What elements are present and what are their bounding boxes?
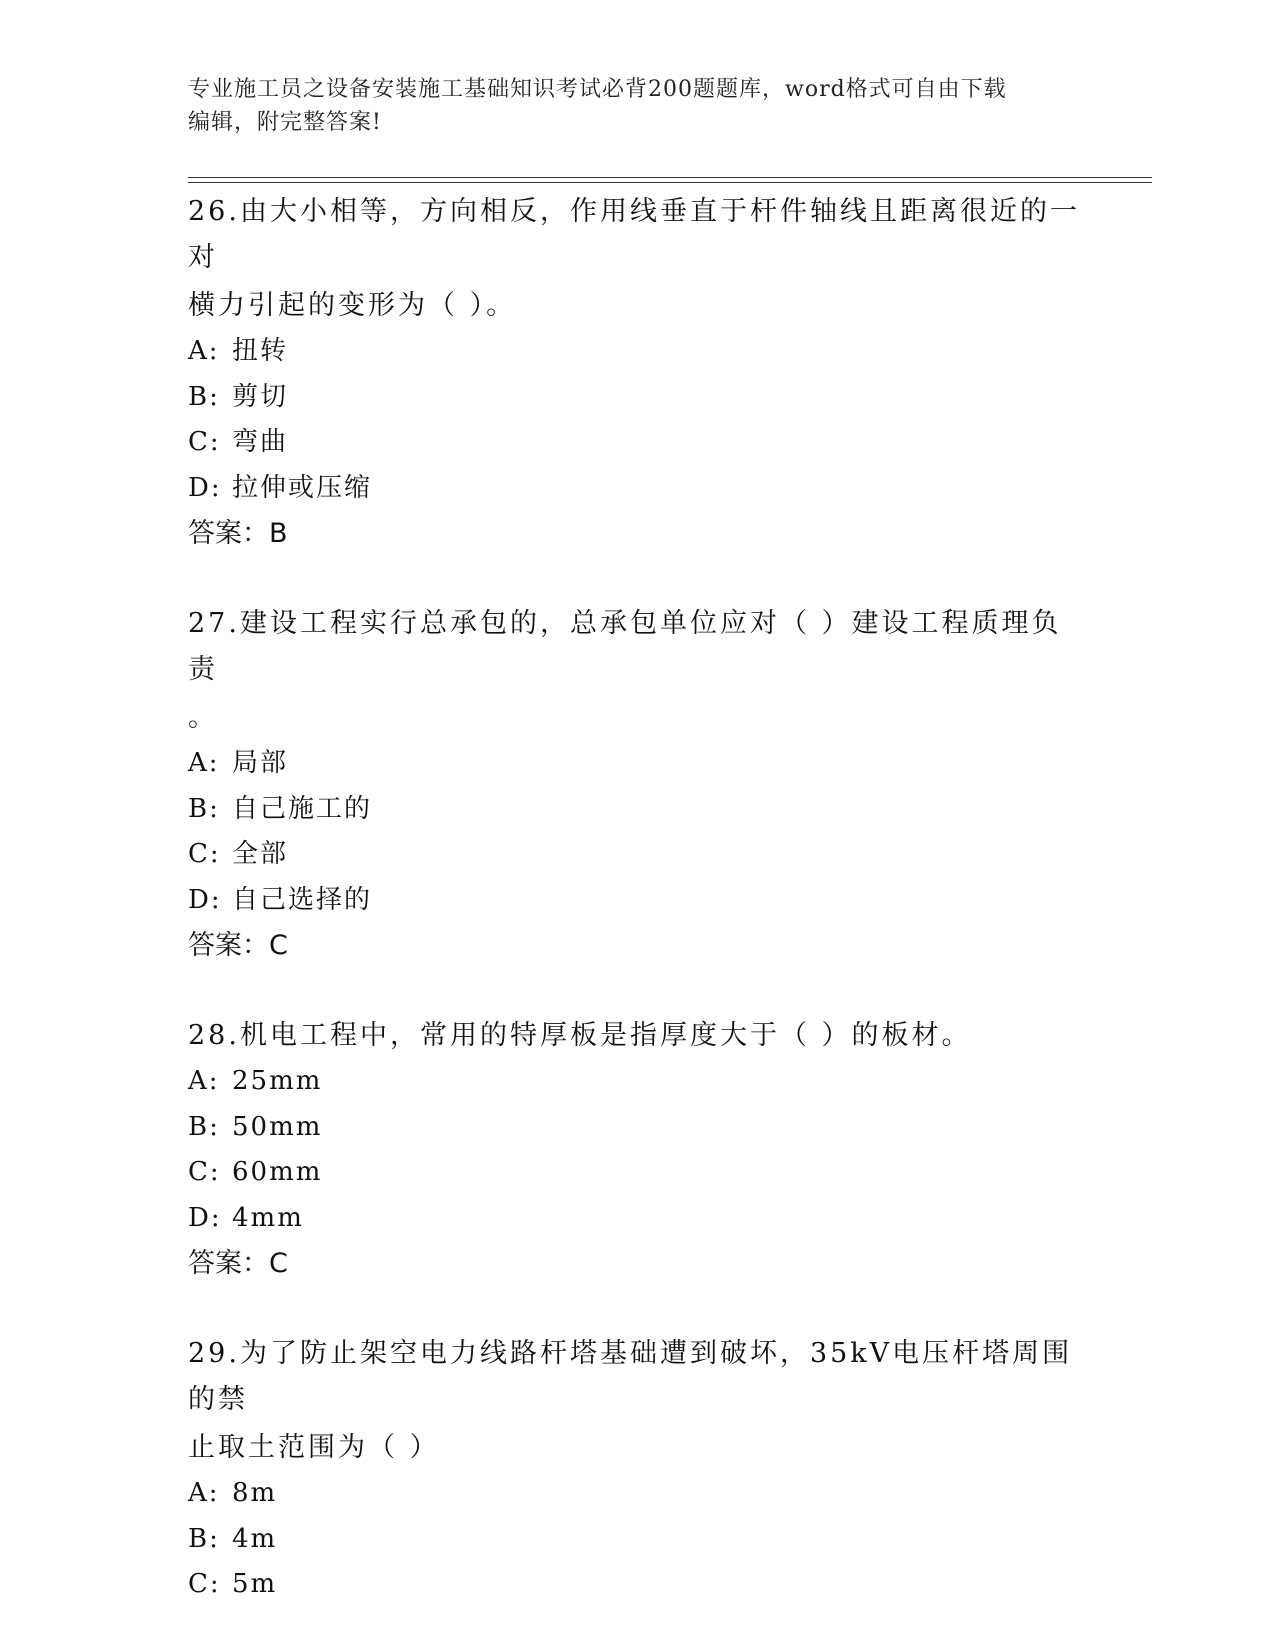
option-d — [188, 466, 1088, 512]
answer-line: 答案：B — [188, 518, 288, 549]
option-text: 60mm — [232, 1157, 323, 1187]
option-text: 全部 — [232, 839, 289, 869]
question-29 — [188, 1329, 1088, 1608]
option-letter: B: — [188, 793, 220, 824]
option-letter: C: — [188, 839, 221, 869]
option-letter: A: — [188, 336, 220, 366]
question-stem: 27.建设工程实行总承包的，总承包单位应对（ ）建设工程质理负责 — [188, 608, 1062, 685]
option-letter: D: — [188, 1202, 222, 1233]
question-stem: 26.由大小相等，方向相反，作用线垂直于杆件轴线且距离很近的一对 — [188, 196, 1080, 273]
option-c — [188, 1562, 1088, 1608]
question-spacer — [188, 1287, 1088, 1329]
option-text: 50mm — [232, 1111, 323, 1142]
question-28 — [188, 1011, 1088, 1287]
option-letter: C: — [188, 1157, 221, 1187]
header-line-2: 编辑，附完整答案! — [188, 110, 382, 135]
option-text: 25mm — [232, 1066, 323, 1096]
option-text: 局部 — [232, 748, 289, 778]
question-27 — [188, 599, 1088, 969]
option-b — [188, 1105, 1088, 1151]
option-letter: B: — [188, 381, 220, 412]
option-letter: B: — [188, 1111, 220, 1142]
option-a — [188, 741, 1088, 787]
option-text: 自己施工的 — [232, 793, 373, 824]
option-text: 拉伸或压缩 — [232, 472, 373, 503]
option-a — [188, 1471, 1088, 1517]
option-letter: A: — [188, 1478, 220, 1508]
option-b — [188, 1517, 1088, 1563]
option-letter: D: — [188, 884, 222, 915]
option-letter: C: — [188, 1569, 221, 1599]
question-stem: 28.机电工程中，常用的特厚板是指厚度大于（ ）的板材。 — [188, 1020, 972, 1051]
question-stem-continued: 横力引起的变形为（ ）。 — [188, 290, 517, 321]
header-divider-bottom — [188, 182, 1152, 183]
option-letter: A: — [188, 748, 220, 778]
option-c — [188, 1150, 1088, 1196]
header-line-1: 专业施工员之设备安装施工基础知识考试必背200题题库，word格式可自由下载 — [188, 77, 1007, 102]
question-spacer — [188, 557, 1088, 599]
option-text: 8m — [232, 1478, 278, 1508]
question-stem-continued: 止取土范围为（ ） — [188, 1432, 440, 1463]
option-c — [188, 832, 1088, 878]
option-letter: A: — [188, 1066, 220, 1096]
option-d — [188, 1196, 1088, 1242]
question-stem: 29.为了防止架空电力线路杆塔基础遭到破坏，35kV电压杆塔周围的禁 — [188, 1338, 1073, 1415]
option-b — [188, 375, 1088, 421]
option-text: 自己选择的 — [232, 884, 373, 915]
option-text: 4m — [232, 1523, 278, 1554]
option-a — [188, 329, 1088, 375]
question-stem-continued: 。 — [188, 702, 218, 733]
header-divider-top — [188, 177, 1152, 178]
option-text: 4mm — [232, 1202, 304, 1233]
option-a — [188, 1059, 1088, 1105]
question-26 — [188, 187, 1088, 557]
option-text: 扭转 — [232, 336, 289, 366]
question-spacer — [188, 969, 1088, 1011]
answer-line: 答案：C — [188, 930, 288, 961]
option-text: 弯曲 — [232, 427, 289, 457]
question-list — [188, 187, 1088, 1608]
option-text: 剪切 — [232, 381, 289, 412]
option-text: 5m — [232, 1569, 278, 1599]
option-letter: D: — [188, 472, 222, 503]
option-letter: B: — [188, 1523, 220, 1554]
option-d — [188, 878, 1088, 924]
option-c — [188, 420, 1088, 466]
document-header — [188, 73, 1068, 139]
option-letter: C: — [188, 427, 221, 457]
answer-line: 答案：C — [188, 1248, 288, 1279]
option-b — [188, 787, 1088, 833]
